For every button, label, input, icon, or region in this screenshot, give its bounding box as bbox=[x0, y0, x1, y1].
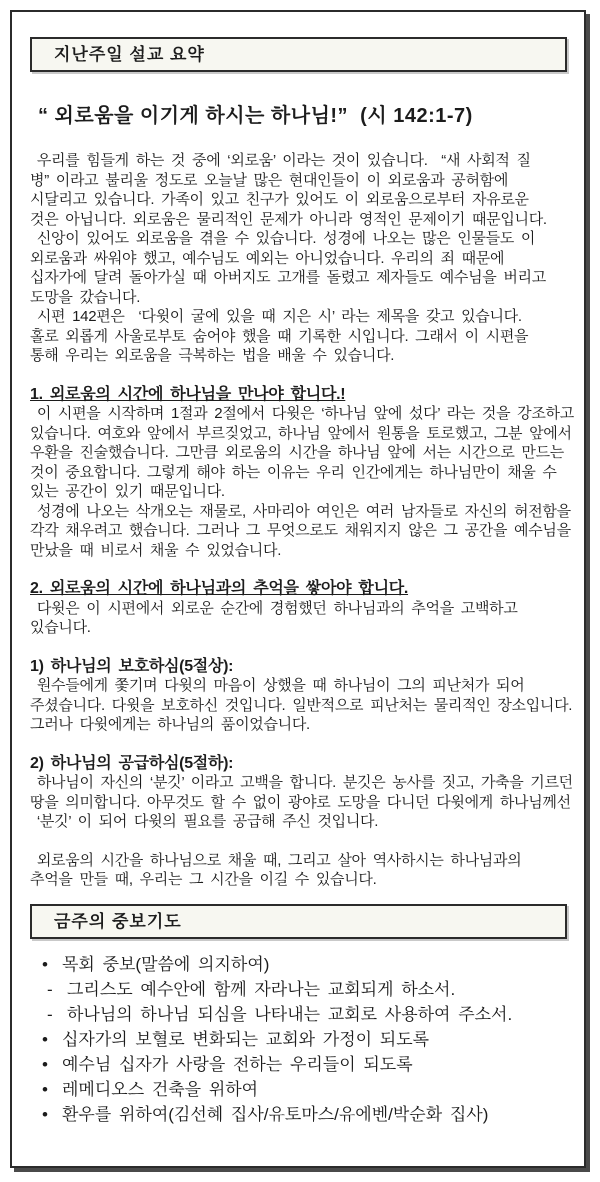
text-line: 이 시편을 시작하며 1절과 2절에서 다윗은 ‘하나님 앞에 섰다’ 라는 것을 강조하고 bbox=[30, 405, 574, 422]
dash-icon: - bbox=[47, 979, 53, 999]
prayer-item-text: 십자가의 보혈로 변화되는 교회와 가정이 되도록 bbox=[62, 1029, 430, 1049]
bullet-icon: • bbox=[42, 1054, 48, 1074]
text-line: 것은 아닙니다. 외로움은 물리적인 문제가 아니라 영적인 문제이기 때문입니다. bbox=[30, 210, 547, 228]
text-line: 홀로 외롭게 사울로부토 숨어야 했을 때 기록한 시입니다. 그래서 이 시편을 bbox=[30, 327, 529, 345]
sermon-paragraph bbox=[30, 599, 566, 638]
sermon-paragraph bbox=[30, 851, 566, 890]
text-line: 원수들에게 쫓기며 다윗의 마음이 상했을 때 하나님이 그의 피난처가 되어 bbox=[30, 677, 525, 694]
text-line: 각각 채우려고 했습니다. 그러나 그 무엇으로도 채워지지 않은 그 공간을 예수님을 bbox=[30, 522, 571, 539]
prayer-item bbox=[40, 977, 566, 1002]
prayer-item-text: 목회 중보(말씀에 의지하여) bbox=[62, 954, 270, 974]
prayer-item-text: 하나님의 하나님 되심을 나타내는 교회로 사용하여 주소서. bbox=[67, 1004, 513, 1024]
text-line: 성경에 나오는 삭개오는 재물로, 사마리아 여인은 여러 남자들로 자신의 허전함을 bbox=[30, 502, 571, 520]
prayer-item-text: 레메디오스 건축을 위하여 bbox=[62, 1079, 259, 1099]
sermon-paragraph bbox=[30, 151, 566, 366]
text-line: 통해 우리는 외로움을 극복하는 법을 배울 수 있습니다. bbox=[30, 347, 395, 364]
bullet-icon: • bbox=[42, 1029, 48, 1049]
text-line: 다윗은 이 시편에서 외로운 순간에 경험했던 하나님과의 추억을 고백하고 bbox=[30, 599, 518, 617]
sermon-summary-header-label: 지난주일 설교 요약 bbox=[54, 45, 205, 64]
document-frame bbox=[10, 10, 586, 1168]
text-line: 만났을 때 비로서 채울 수 있었습니다. bbox=[30, 541, 282, 559]
text-line: 주셨습니다. 다윗을 보호하신 것입니다. 일반적으로 피난처는 물리적인 장소입니다. bbox=[30, 696, 573, 714]
text-line: 땅을 의미합니다. 아무것도 할 수 없이 광야로 도망을 다니던 다윗에게 하나님께선 bbox=[30, 793, 571, 811]
text-line: 그러나 다윗에게는 하나님의 품이었습니다. bbox=[30, 716, 310, 733]
text-line: 있습니다. bbox=[30, 619, 91, 636]
sermon-paragraph bbox=[30, 773, 573, 832]
sermon-title: “ 외로움을 이기게 하시는 하나님!” (시 142:1-7) bbox=[38, 105, 473, 127]
text-line: 있습니다. 여호와 앞에서 부르짖었고, 하나님 앞에서 원통을 토로했고, 그분 앞에서 bbox=[30, 424, 572, 442]
bullet-icon: • bbox=[42, 954, 48, 974]
text-line: 외로움의 시간을 하나님으로 채울 때, 그리고 살아 역사하시는 하나님과의 bbox=[30, 851, 522, 869]
text-line: 병” 이라고 불리울 정도로 오늘날 많은 현대인들이 이 외로움과 공허함에 bbox=[30, 171, 509, 189]
text-line: 추억을 만들 때, 우리는 그 시간을 이길 수 있습니다. bbox=[30, 871, 377, 888]
sermon-section-heading: 2. 외로움의 시간에 하나님과의 추억을 쌓아야 합니다. bbox=[30, 580, 409, 597]
text-line: ‘분깃’ 이 되어 다윗의 필요를 공급해 주신 것입니다. bbox=[30, 813, 379, 830]
text-line: 십자가에 달려 돌아가실 때 아버지도 고개를 돌렸고 제자들도 예수님을 버리고 bbox=[30, 269, 546, 286]
prayer-item bbox=[40, 952, 566, 977]
text-line: 도망을 갔습니다. bbox=[30, 288, 141, 306]
prayer-item-text: 예수님 십자가 사랑을 전하는 우리들이 되도록 bbox=[62, 1054, 413, 1074]
prayer-list bbox=[30, 952, 566, 1127]
prayer-item bbox=[40, 1102, 566, 1127]
text-line: 우환을 진술했습니다. 그만큼 외로움의 시간을 하나님 앞에 서는 시간으로 만드는 bbox=[30, 444, 564, 461]
text-line: 외로움과 싸워야 했고, 예수님도 예외는 아니었습니다. 우리의 죄 때문에 bbox=[30, 249, 505, 267]
sermon-subheading: 1) 하나님의 보호하심(5절상): bbox=[30, 657, 234, 675]
sermon-body bbox=[30, 151, 574, 890]
text-line: 신앙이 있어도 외로움을 겪을 수 있습니다. 성경에 나오는 많은 인물들도 이 bbox=[30, 230, 536, 247]
text-line: 시편 142편은 ‘다윗이 굴에 있을 때 지은 시’ 라는 제목을 갖고 있습니다. bbox=[30, 308, 522, 325]
dash-icon: - bbox=[47, 1004, 53, 1024]
sermon-summary-header bbox=[30, 37, 567, 72]
text-line: 우리를 힘들게 하는 것 중에 ‘외로움’ 이라는 것이 있습니다. “새 사회적 질 bbox=[30, 152, 531, 169]
sermon-subheading: 2) 하나님의 공급하심(5절하): bbox=[30, 754, 234, 772]
text-line: 하나님이 자신의 ‘분깃’ 이라고 고백을 합니다. 분깃은 농사를 짓고, 가축을 기르던 bbox=[30, 774, 573, 791]
bullet-icon: • bbox=[42, 1104, 48, 1124]
prayer-item bbox=[40, 1077, 566, 1102]
sermon-paragraph bbox=[30, 676, 573, 735]
sermon-section-heading: 1. 외로움의 시간에 하나님을 만나야 합니다.! bbox=[30, 385, 346, 403]
sermon-paragraph bbox=[30, 404, 574, 560]
prayer-header bbox=[30, 904, 567, 939]
bullet-icon: • bbox=[42, 1079, 48, 1099]
prayer-item-text: 환우를 위하여(김선혜 집사/유토마스/유에벤/박순화 집사) bbox=[62, 1104, 489, 1124]
prayer-item bbox=[40, 1027, 566, 1052]
prayer-item bbox=[40, 1052, 566, 1077]
prayer-item-text: 그리스도 예수안에 함께 자라나는 교회되게 하소서. bbox=[67, 979, 456, 999]
text-line: 있는 공간이 있기 때문입니다. bbox=[30, 483, 225, 500]
text-line: 것이 중요합니다. 그렇게 해야 하는 이유는 우리 인간에게는 하나님만이 채울 수 bbox=[30, 463, 557, 481]
prayer-item bbox=[40, 1002, 566, 1027]
text-line: 시달리고 있습니다. 가족이 있고 친구가 있어도 이 외로움으로부터 자유로운 bbox=[30, 191, 529, 208]
prayer-header-label: 금주의 중보기도 bbox=[54, 911, 182, 931]
